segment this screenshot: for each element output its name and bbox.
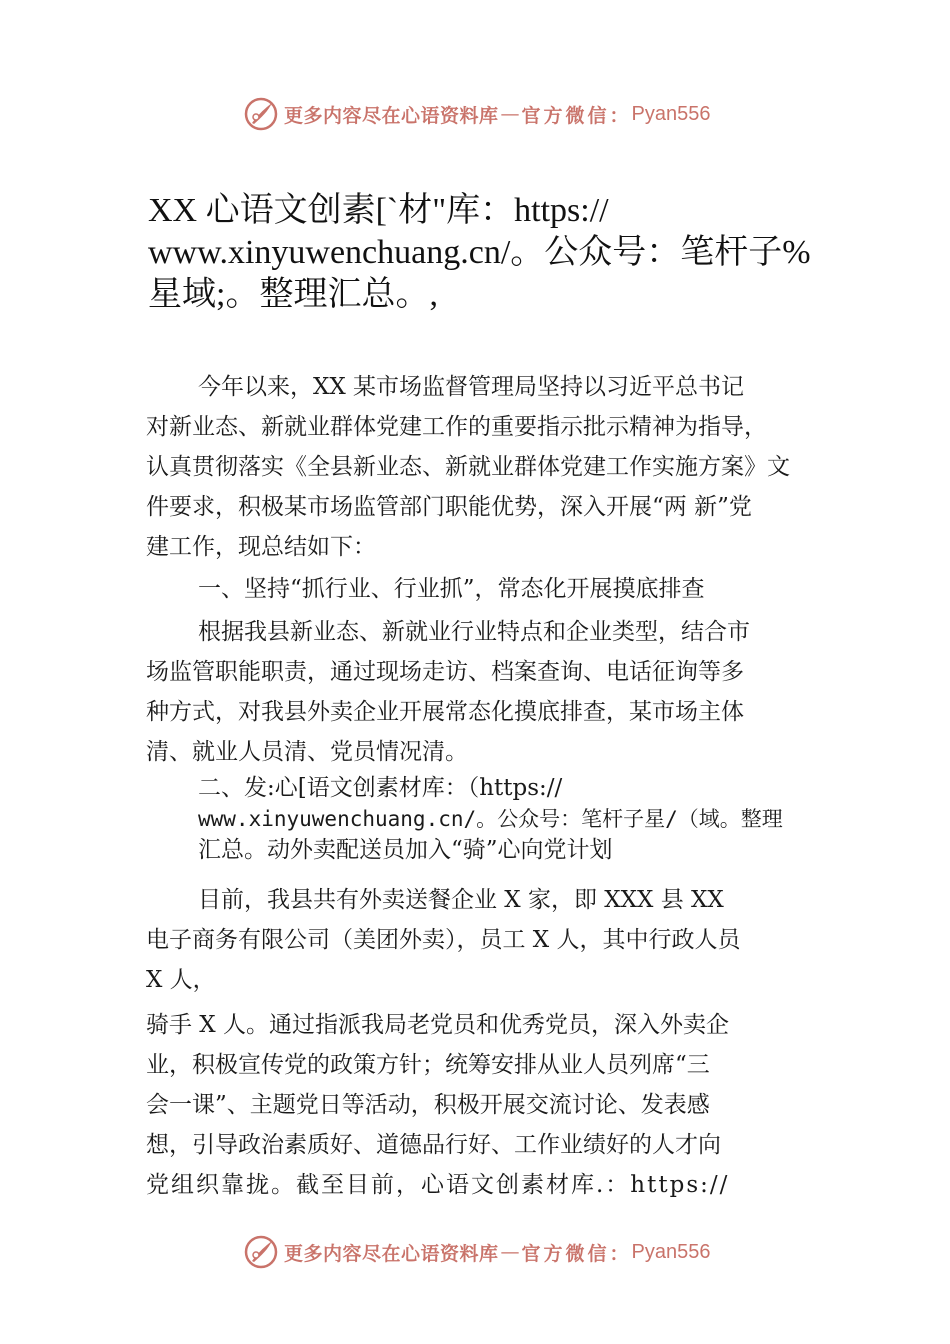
text-line: 党组织靠拢。截至目前，心语文创素材库.：https:// (146, 1172, 730, 1198)
text-line: 件要求，积极某市场监管部门职能优势，深入开展“两 新”党 (146, 494, 752, 520)
section-2-paragraph-b (146, 1005, 846, 1205)
intro-paragraph (146, 367, 846, 567)
section-2-heading (198, 773, 898, 866)
text-line: 今年以来，XX 某市场监督管理局坚持以习近平总书记 (198, 374, 745, 400)
quill-logo-icon (244, 1235, 278, 1269)
text-line: 会一课”、主题党日等活动，积极开展交流讨论、发表感 (146, 1092, 710, 1118)
text-line: 清、就业人员清、党员情况清。 (146, 739, 468, 765)
document-title (148, 190, 848, 316)
text-line: 对新业态、新就业群体党建工作的重要指示批示精神为指导， (146, 414, 767, 440)
quill-logo-icon (244, 97, 278, 131)
title-line: 星域;。整理汇总。, (148, 276, 438, 313)
text-line: 根据我县新业态、新就业行业特点和企业类型，结合市 (198, 619, 750, 645)
section-2-paragraph-a (146, 880, 846, 1000)
heading-line: 一、坚持“抓行业、行业抓”，常态化开展摸底排查 (198, 576, 705, 602)
text-line: 电子商务有限公司（美团外卖），员工 X 人，其中行政人员 (146, 927, 741, 953)
watermark-wechat-id: Pyan556 (631, 1240, 711, 1263)
heading-line: www.xinyuwenchuang.cn/。公众号：笔杆子星/（域。整理 (198, 807, 783, 831)
heading-line: 二、发:心[语文创素材库：（https:// (198, 775, 563, 801)
heading-line: 汇总。动外卖配送员加入“骑”心向党计划 (198, 837, 613, 863)
text-line: X 人， (146, 967, 216, 993)
text-line: 想，引导政治素质好、道德品行好、工作业绩好的人才向 (146, 1132, 721, 1158)
title-line: www.xinyuwenchuang.cn/。公众号：笔杆子% (148, 234, 811, 271)
title-line: XX 心语文创素[`材"库：https:// (148, 192, 609, 229)
watermark-brand: 更多内容尽在心语资料库 (284, 1242, 499, 1265)
watermark-banner-top (244, 94, 804, 134)
watermark-dash: — (500, 1241, 520, 1263)
text-line: 骑手 X 人。通过指派我局老党员和优秀党员，深入外卖企 (146, 1012, 729, 1038)
text-line: 认真贯彻落实《全县新业态、新就业群体党建工作实施方案》文 (146, 454, 790, 480)
watermark-brand: 更多内容尽在心语资料库 (284, 104, 499, 127)
text-line: 建工作，现总结如下： (146, 534, 376, 560)
text-line: 场监管职能职责，通过现场走访、档案查询、电话征询等多 (146, 659, 744, 685)
watermark-wechat-id: Pyan556 (631, 102, 711, 125)
text-line: 目前，我县共有外卖送餐企业 X 家，即 XXX 县 XX (198, 887, 724, 913)
watermark-banner-bottom (244, 1232, 804, 1272)
text-line: 业，积极宣传党的政策方针；统筹安排从业人员列席“三 (146, 1052, 710, 1078)
section-1-heading (146, 569, 846, 609)
watermark-wechat-label: 官方微信： (521, 1242, 632, 1265)
watermark-dash: — (500, 103, 520, 125)
section-1-paragraph (146, 612, 846, 772)
text-line: 种方式，对我县外卖企业开展常态化摸底排查，某市场主体 (146, 699, 744, 725)
watermark-wechat-label: 官方微信： (521, 104, 632, 127)
